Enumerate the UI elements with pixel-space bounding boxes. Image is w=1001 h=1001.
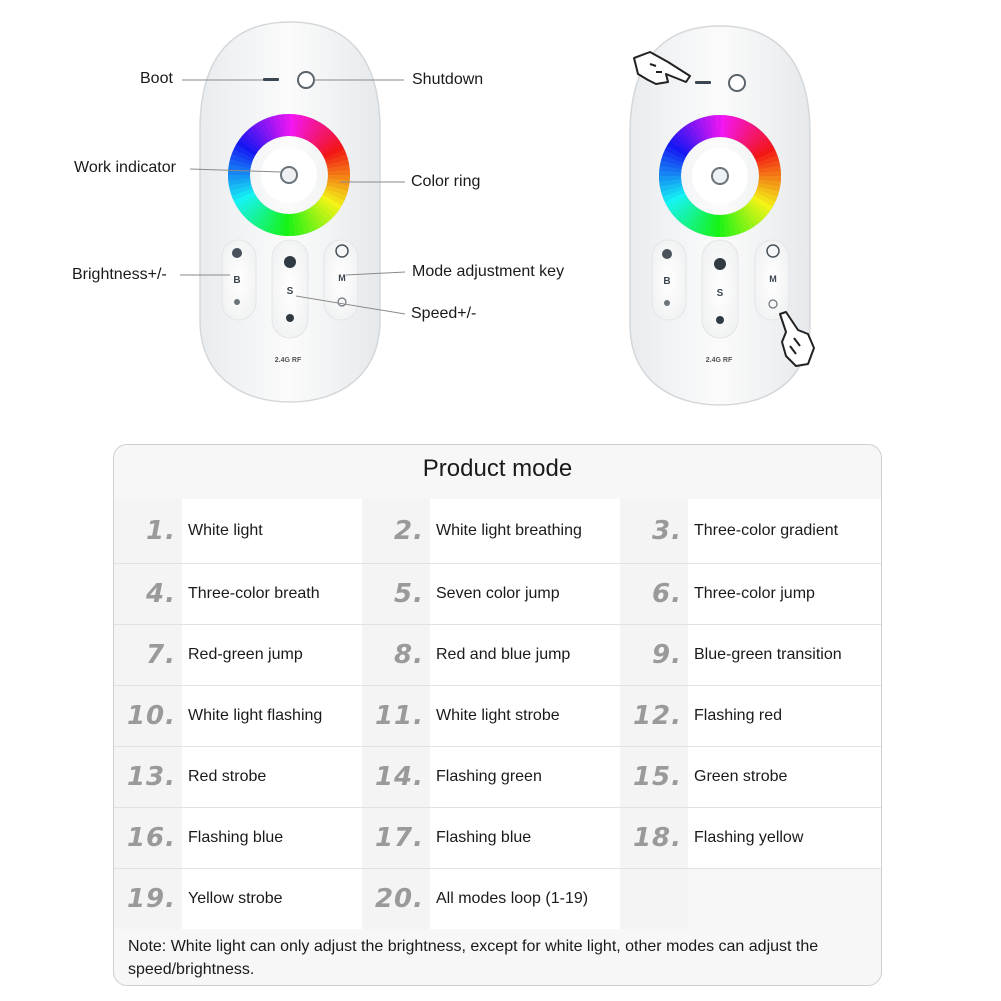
boot-key[interactable] bbox=[263, 78, 279, 81]
mode-label: Blue-green transition bbox=[688, 625, 881, 685]
mode-label: White light strobe bbox=[430, 686, 620, 746]
mode-number: 5. bbox=[362, 564, 430, 624]
empty-cell bbox=[688, 869, 881, 929]
mode-number: 9. bbox=[620, 625, 688, 685]
mode-label: Green strobe bbox=[688, 747, 881, 807]
mode-number: 3. bbox=[620, 499, 688, 563]
mode-number: 4. bbox=[114, 564, 182, 624]
mode-number: 20. bbox=[362, 869, 430, 929]
mode-label: Three-color breath bbox=[182, 564, 362, 624]
remote-illustrations bbox=[0, 0, 1001, 430]
mode-number: 17. bbox=[362, 808, 430, 868]
callout-mode-key: Mode adjustment key bbox=[412, 263, 565, 280]
mode-label: Seven color jump bbox=[430, 564, 620, 624]
mode-number: 19. bbox=[114, 869, 182, 929]
empty-cell bbox=[620, 869, 688, 929]
mode-label: Flashing blue bbox=[430, 808, 620, 868]
mode-number: 6. bbox=[620, 564, 688, 624]
mode-number: 8. bbox=[362, 625, 430, 685]
mode-number: 7. bbox=[114, 625, 182, 685]
callout-speed: Speed+/- bbox=[411, 305, 477, 322]
mode-label: All modes loop (1-19) bbox=[430, 869, 620, 929]
callout-boot: Boot bbox=[140, 70, 173, 87]
mode-label: White light flashing bbox=[182, 686, 362, 746]
mode-label: Flashing green bbox=[430, 747, 620, 807]
mode-grid bbox=[114, 499, 881, 929]
svg-text:M: M bbox=[769, 274, 777, 284]
mode-number: 11. bbox=[362, 686, 430, 746]
svg-text:B: B bbox=[663, 276, 671, 287]
svg-text:S: S bbox=[716, 288, 724, 299]
mode-label: Red and blue jump bbox=[430, 625, 620, 685]
mode-number: 10. bbox=[114, 686, 182, 746]
mode-number: 13. bbox=[114, 747, 182, 807]
remote-right bbox=[630, 26, 814, 405]
table-row bbox=[114, 807, 881, 868]
svg-text:B: B bbox=[233, 275, 241, 286]
callout-color-ring: Color ring bbox=[411, 173, 481, 190]
mode-label: White light bbox=[182, 499, 362, 563]
mode-number: 15. bbox=[620, 747, 688, 807]
table-title: Product mode bbox=[422, 455, 573, 482]
mode-label: Red strobe bbox=[182, 747, 362, 807]
table-row bbox=[114, 563, 881, 624]
mode-label: Flashing red bbox=[688, 686, 881, 746]
mode-label: Three-color gradient bbox=[688, 499, 881, 563]
table-row bbox=[114, 685, 881, 746]
svg-text:2.4G RF: 2.4G RF bbox=[705, 357, 733, 364]
table-row bbox=[114, 868, 881, 929]
svg-text:S: S bbox=[286, 286, 294, 297]
remote-left bbox=[180, 22, 405, 402]
mode-label: Three-color jump bbox=[688, 564, 881, 624]
svg-text:M: M bbox=[338, 273, 346, 283]
callout-brightness: Brightness+/- bbox=[72, 266, 167, 283]
product-mode-table bbox=[113, 444, 882, 986]
mode-number: 1. bbox=[114, 499, 182, 563]
mode-number: 12. bbox=[620, 686, 688, 746]
table-row bbox=[114, 624, 881, 685]
mode-number: 2. bbox=[362, 499, 430, 563]
mode-label: Red-green jump bbox=[182, 625, 362, 685]
mode-label: Flashing yellow bbox=[688, 808, 881, 868]
table-row bbox=[114, 499, 881, 563]
mode-label: Flashing blue bbox=[182, 808, 362, 868]
work-indicator bbox=[281, 167, 297, 183]
mode-label: White light breathing bbox=[430, 499, 620, 563]
callout-shutdown: Shutdown bbox=[412, 71, 484, 88]
table-note: Note: White light can only adjust the brightness, except for white light, other modes can adjust the speed/brightness. bbox=[128, 938, 819, 978]
mode-number: 14. bbox=[362, 747, 430, 807]
table-row bbox=[114, 746, 881, 807]
mode-number: 16. bbox=[114, 808, 182, 868]
mode-label: Yellow strobe bbox=[182, 869, 362, 929]
mode-number: 18. bbox=[620, 808, 688, 868]
callout-work-indicator: Work indicator bbox=[74, 159, 176, 176]
shutdown-key[interactable] bbox=[298, 72, 314, 88]
rf-label: 2.4G RF bbox=[274, 357, 302, 364]
